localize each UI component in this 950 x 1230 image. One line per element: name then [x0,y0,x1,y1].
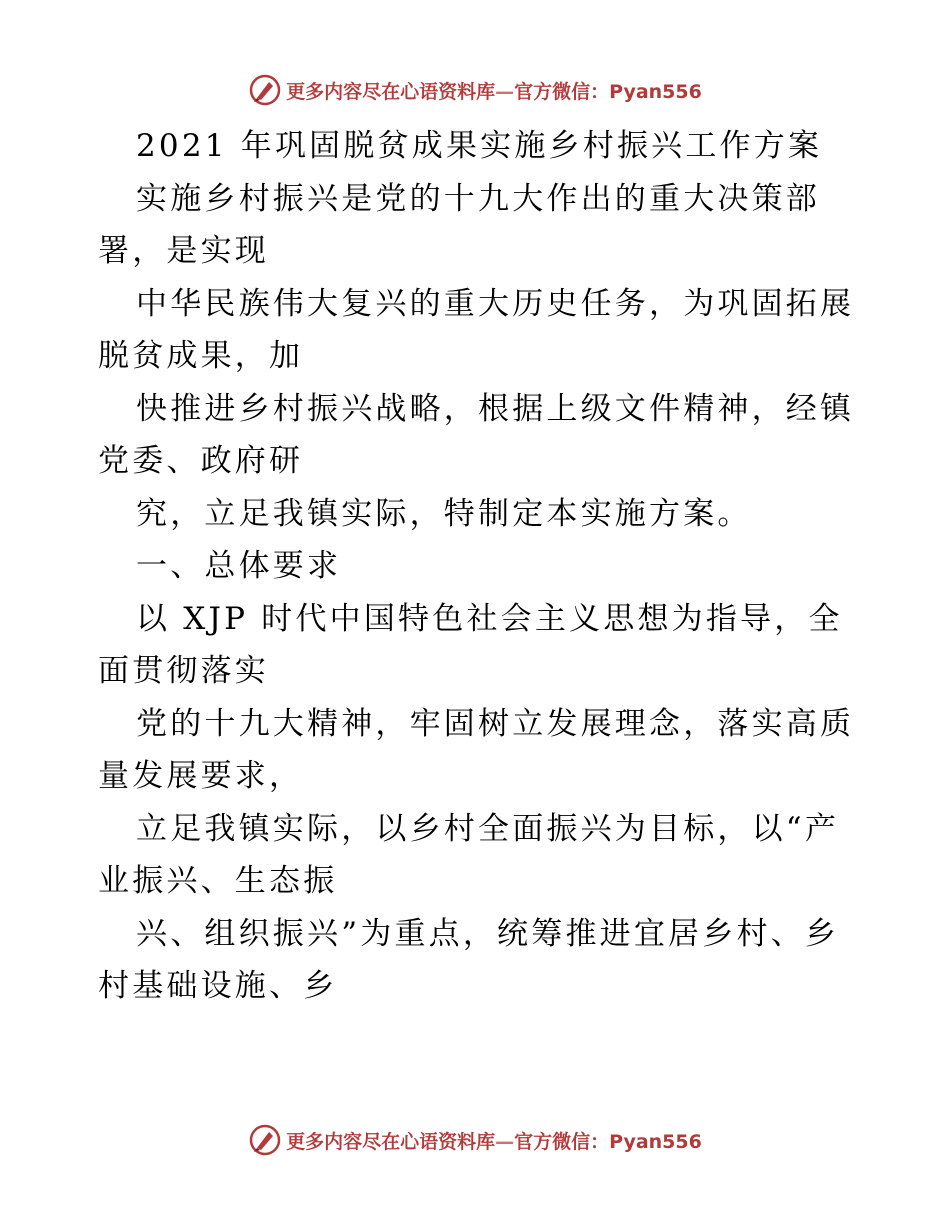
document-line: 脱贫成果，加 [98,338,304,374]
footer-watermark [0,1120,950,1160]
document-line: 究，立足我镇实际，特制定本实施方案。 [136,495,752,532]
document-line: 快推进乡村振兴战略，根据上级文件精神，经镇 [136,390,855,427]
document-line: 量发展要求， [98,758,304,794]
document-line: 实施乡村振兴是党的十九大作出的重大决策部 [136,180,820,217]
document-line: 兴、组织振兴”为重点，统筹推进宜居乡村、乡 [136,915,840,952]
document-line: 面贯彻落实 [98,653,269,689]
document-line: 立足我镇实际，以乡村全面振兴为目标，以“产 [136,810,840,847]
document-line: 一、总体要求 [136,548,342,584]
watermark-text: 更多内容尽在心语资料库—官方微信：Pyan556 [286,1130,702,1153]
document-line: 业振兴、生态振 [98,863,338,899]
pen-nib-logo-icon [248,1123,282,1157]
document-line: 党委、政府研 [98,443,304,479]
header-watermark [0,70,950,110]
document-line: 以 XJP 时代中国特色社会主义思想为指导，全 [136,600,843,637]
document-line: 中华民族伟大复兴的重大历史任务，为巩固拓展 [136,285,855,322]
document-line: 村基础设施、乡 [98,968,338,1004]
pen-nib-logo-icon [248,73,282,107]
document-line: 2021 年巩固脱贫成果实施乡村振兴工作方案 [136,128,823,164]
document-line: 党的十九大精神，牢固树立发展理念，落实高质 [136,705,855,742]
document-body [98,120,858,1013]
watermark-text: 更多内容尽在心语资料库—官方微信：Pyan556 [286,80,702,103]
document-line: 署，是实现 [98,233,269,269]
